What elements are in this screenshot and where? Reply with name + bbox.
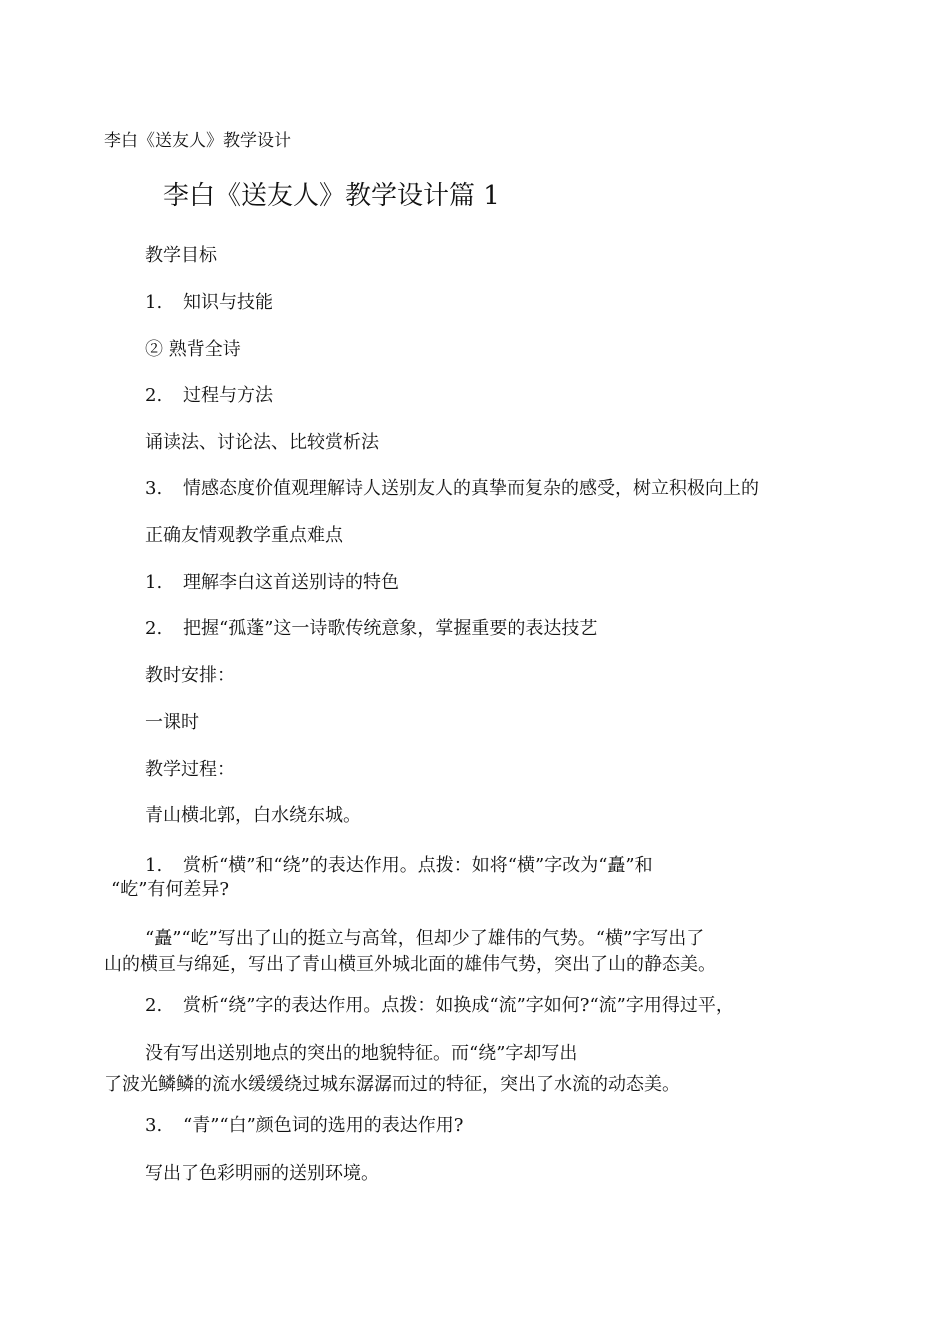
list-number: 1. (145, 855, 163, 876)
paragraph-teaching-goals: 教学目标 (145, 245, 217, 266)
list-number: 1. (145, 572, 163, 593)
list-number: 2. (145, 995, 163, 1016)
paragraph-answer-line-3: 没有写出送别地点的突出的地貌特征。而“绕”字却写出 (145, 1043, 578, 1064)
paragraph-answer-line-1: “矗”“屹”写出了山的挺立与高耸，但却少了雄伟的气势。“横”字写出了 (145, 928, 705, 949)
list-item-analysis-heng-rao (145, 855, 653, 877)
list-text: 赏析“绕”字的表达作用。点拨：如换成“流”字如何?“流”字用得过平， (183, 995, 734, 1016)
list-number: 1. (145, 292, 163, 313)
list-item-emotion-values (145, 478, 759, 500)
paragraph-answer-line-2: 山的横亘与绵延，写出了青山横亘外城北面的雄伟气势，突出了山的静态美。 (104, 954, 716, 975)
paragraph-recite-poem: ② 熟背全诗 (145, 339, 241, 360)
paragraph-environment: 写出了色彩明丽的送别环境。 (145, 1163, 379, 1184)
list-item-knowledge-skills (145, 292, 273, 314)
list-text: 过程与方法 (183, 385, 273, 406)
list-text: 情感态度价值观理解诗人送别友人的真挚而复杂的感受，树立积极向上的 (183, 478, 759, 499)
section-heading: 李白《送友人》教学设计篇 1 (163, 181, 500, 211)
list-text: “青”“白”颜色词的选用的表达作用? (183, 1115, 464, 1136)
list-text: 赏析“横”和“绕”的表达作用。点拨：如将“横”字改为“矗”和 (183, 855, 653, 876)
paragraph-poem-line: 青山横北郭，白水绕东城。 (145, 805, 361, 826)
paragraph-answer-line-4: 了波光鳞鳞的流水缓缓绕过城东潺潺而过的特征，突出了水流的动态美。 (104, 1074, 680, 1095)
list-number: 2. (145, 385, 163, 406)
paragraph-teaching-process: 教学过程： (145, 759, 235, 780)
paragraph-friendship-view: 正确友情观教学重点难点 (145, 525, 343, 546)
paragraph-one-lesson: 一课时 (145, 712, 199, 733)
list-item-understand-poem (145, 572, 399, 594)
paragraph-schedule: 教时安排： (145, 665, 235, 686)
list-item-imagery (145, 618, 597, 640)
list-text: 把握“孤蓬”这一诗歌传统意象，掌握重要的表达技艺 (183, 618, 598, 639)
paragraph-continuation: “屹”有何差异? (111, 879, 230, 900)
document-title: 李白《送友人》教学设计 (104, 131, 291, 151)
list-text: 理解李白这首送别诗的特色 (183, 572, 399, 593)
list-item-analysis-rao (145, 995, 734, 1017)
paragraph-methods: 诵读法、讨论法、比较赏析法 (145, 432, 379, 453)
list-text: 知识与技能 (183, 292, 273, 313)
list-item-color-words (145, 1115, 463, 1137)
list-item-process-method (145, 385, 273, 407)
list-number: 3. (145, 1115, 163, 1136)
list-number: 2. (145, 618, 163, 639)
list-number: 3. (145, 478, 163, 499)
